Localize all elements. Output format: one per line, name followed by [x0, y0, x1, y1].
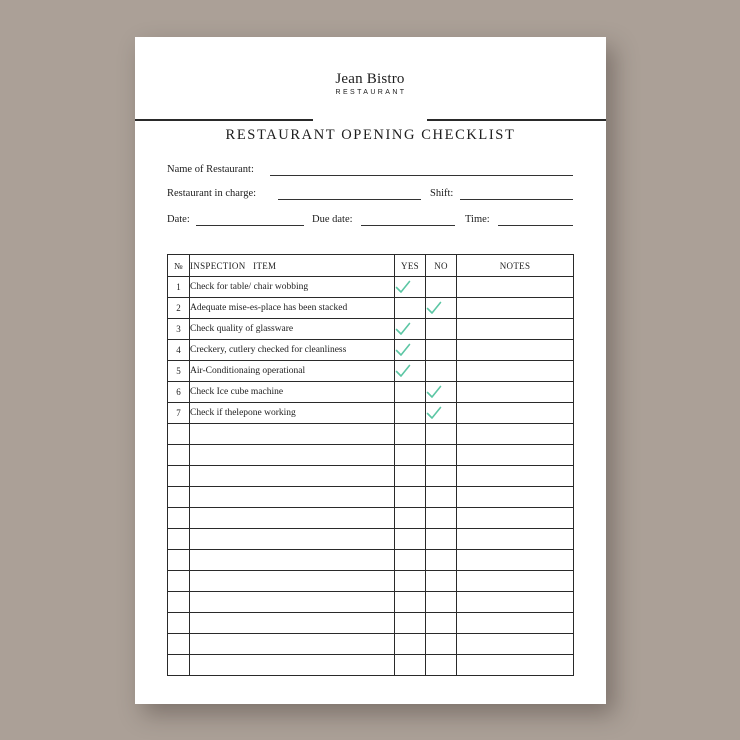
row-number: [168, 571, 190, 592]
no-cell[interactable]: [426, 508, 457, 529]
empty-table-row: [168, 571, 574, 592]
empty-table-row: [168, 550, 574, 571]
inspection-item: Adequate mise-es-place has been stacked: [190, 298, 395, 319]
notes-cell[interactable]: [457, 340, 574, 361]
inspection-item[interactable]: [190, 655, 395, 676]
in-charge-row: [167, 188, 573, 202]
date-label: Date:: [167, 214, 190, 225]
row-number: [168, 655, 190, 676]
table-row: [168, 361, 574, 382]
notes-cell[interactable]: [457, 655, 574, 676]
empty-table-row: [168, 466, 574, 487]
empty-table-row: [168, 634, 574, 655]
notes-cell[interactable]: [457, 613, 574, 634]
inspection-item[interactable]: [190, 487, 395, 508]
notes-cell[interactable]: [457, 508, 574, 529]
row-number: 6: [168, 382, 190, 403]
due-date-label: Due date:: [312, 214, 353, 225]
shift-field[interactable]: [460, 199, 573, 200]
row-number: 2: [168, 298, 190, 319]
no-cell[interactable]: [426, 340, 457, 361]
no-cell[interactable]: [426, 298, 457, 319]
notes-cell[interactable]: [457, 445, 574, 466]
time-field[interactable]: [498, 225, 573, 226]
row-number: 7: [168, 403, 190, 424]
empty-table-row: [168, 529, 574, 550]
notes-cell[interactable]: [457, 403, 574, 424]
table-row: [168, 340, 574, 361]
number-header: №: [168, 255, 190, 277]
due-date-field[interactable]: [361, 225, 455, 226]
notes-cell[interactable]: [457, 550, 574, 571]
no-cell[interactable]: [426, 466, 457, 487]
empty-table-row: [168, 508, 574, 529]
no-cell[interactable]: [426, 319, 457, 340]
no-cell[interactable]: [426, 361, 457, 382]
inspection-item: Check for table/ chair wobbing: [190, 277, 395, 298]
yes-cell[interactable]: [395, 634, 426, 655]
date-field[interactable]: [196, 225, 304, 226]
no-cell[interactable]: [426, 655, 457, 676]
row-number: [168, 634, 190, 655]
yes-cell[interactable]: [395, 529, 426, 550]
no-cell[interactable]: [426, 634, 457, 655]
checkmark-icon: [426, 385, 442, 399]
yes-cell[interactable]: [395, 298, 426, 319]
yes-cell[interactable]: [395, 655, 426, 676]
row-number: [168, 445, 190, 466]
shift-label: Shift:: [430, 188, 454, 199]
checklist-page: [135, 37, 606, 704]
yes-cell[interactable]: [395, 424, 426, 445]
yes-cell[interactable]: [395, 508, 426, 529]
row-number: [168, 592, 190, 613]
empty-table-row: [168, 655, 574, 676]
restaurant-name-field[interactable]: [270, 175, 573, 176]
inspection-item[interactable]: [190, 445, 395, 466]
inspection-item[interactable]: [190, 634, 395, 655]
no-cell[interactable]: [426, 550, 457, 571]
no-cell[interactable]: [426, 487, 457, 508]
yes-cell[interactable]: [395, 319, 426, 340]
yes-cell[interactable]: [395, 277, 426, 298]
inspection-item-header: INSPECTION ITEM: [190, 255, 395, 277]
inspection-item: Creckery, cutlery checked for cleanliness: [190, 340, 395, 361]
table-row: [168, 298, 574, 319]
row-number: [168, 424, 190, 445]
notes-cell[interactable]: [457, 592, 574, 613]
yes-cell[interactable]: [395, 613, 426, 634]
empty-table-row: [168, 424, 574, 445]
checkmark-icon: [395, 364, 411, 378]
no-cell[interactable]: [426, 403, 457, 424]
table-row: [168, 319, 574, 340]
yes-cell[interactable]: [395, 403, 426, 424]
inspection-item: Check quality of glassware: [190, 319, 395, 340]
no-cell[interactable]: [426, 424, 457, 445]
notes-cell[interactable]: [457, 466, 574, 487]
header-rule-left: [135, 119, 313, 121]
empty-table-row: [168, 613, 574, 634]
no-cell[interactable]: [426, 613, 457, 634]
yes-cell[interactable]: [395, 550, 426, 571]
row-number: 3: [168, 319, 190, 340]
empty-table-row: [168, 445, 574, 466]
checkmark-icon: [395, 322, 411, 336]
yes-cell[interactable]: [395, 361, 426, 382]
checkmark-icon: [426, 301, 442, 315]
no-cell[interactable]: [426, 445, 457, 466]
notes-cell[interactable]: [457, 487, 574, 508]
restaurant-name-row: [167, 164, 573, 178]
checkmark-icon: [395, 280, 411, 294]
yes-header: YES: [395, 255, 426, 277]
table-row: [168, 277, 574, 298]
empty-table-row: [168, 592, 574, 613]
inspection-item[interactable]: [190, 529, 395, 550]
row-number: 4: [168, 340, 190, 361]
document-title: RESTAURANT OPENING CHECKLIST: [225, 127, 516, 143]
row-number: [168, 508, 190, 529]
notes-cell[interactable]: [457, 424, 574, 445]
table-row: [168, 403, 574, 424]
row-number: [168, 466, 190, 487]
inspection-item[interactable]: [190, 613, 395, 634]
table-row: [168, 382, 574, 403]
in-charge-label: Restaurant in charge:: [167, 188, 257, 199]
no-cell[interactable]: [426, 592, 457, 613]
empty-table-row: [168, 487, 574, 508]
restaurant-name-label: Name of Restaurant:: [167, 164, 254, 175]
table-header-row: [168, 255, 574, 277]
yes-cell[interactable]: [395, 487, 426, 508]
notes-cell[interactable]: [457, 298, 574, 319]
date-row: [167, 214, 573, 228]
yes-cell[interactable]: [395, 340, 426, 361]
inspection-item: Air-Conditionaing operational: [190, 361, 395, 382]
inspection-item: Check Ice cube machine: [190, 382, 395, 403]
no-cell[interactable]: [426, 529, 457, 550]
inspection-item[interactable]: [190, 508, 395, 529]
brand-name: Jean Bistro: [335, 71, 405, 87]
time-label: Time:: [465, 214, 490, 225]
checkmark-icon: [426, 406, 442, 420]
brand-subtitle: RESTAURANT: [335, 89, 407, 96]
brand-logo: [313, 70, 427, 96]
inspection-item: Check if thelepone working: [190, 403, 395, 424]
checkmark-icon: [395, 343, 411, 357]
notes-cell[interactable]: [457, 277, 574, 298]
notes-cell[interactable]: [457, 319, 574, 340]
yes-cell[interactable]: [395, 466, 426, 487]
notes-cell[interactable]: [457, 361, 574, 382]
inspection-item[interactable]: [190, 424, 395, 445]
notes-cell[interactable]: [457, 634, 574, 655]
notes-header: NOTES: [457, 255, 574, 277]
inspection-table: [167, 254, 574, 676]
yes-cell[interactable]: [395, 445, 426, 466]
row-number: [168, 613, 190, 634]
notes-cell[interactable]: [457, 571, 574, 592]
row-number: [168, 550, 190, 571]
inspection-item[interactable]: [190, 550, 395, 571]
no-cell[interactable]: [426, 277, 457, 298]
inspection-item[interactable]: [190, 466, 395, 487]
no-header: NO: [426, 255, 457, 277]
row-number: 1: [168, 277, 190, 298]
row-number: [168, 529, 190, 550]
notes-cell[interactable]: [457, 529, 574, 550]
header-rule-right: [427, 119, 606, 121]
yes-cell[interactable]: [395, 382, 426, 403]
yes-cell[interactable]: [395, 571, 426, 592]
notes-cell[interactable]: [457, 382, 574, 403]
row-number: 5: [168, 361, 190, 382]
row-number: [168, 487, 190, 508]
in-charge-field[interactable]: [278, 199, 421, 200]
inspection-item[interactable]: [190, 571, 395, 592]
no-cell[interactable]: [426, 571, 457, 592]
no-cell[interactable]: [426, 382, 457, 403]
yes-cell[interactable]: [395, 592, 426, 613]
inspection-item[interactable]: [190, 592, 395, 613]
